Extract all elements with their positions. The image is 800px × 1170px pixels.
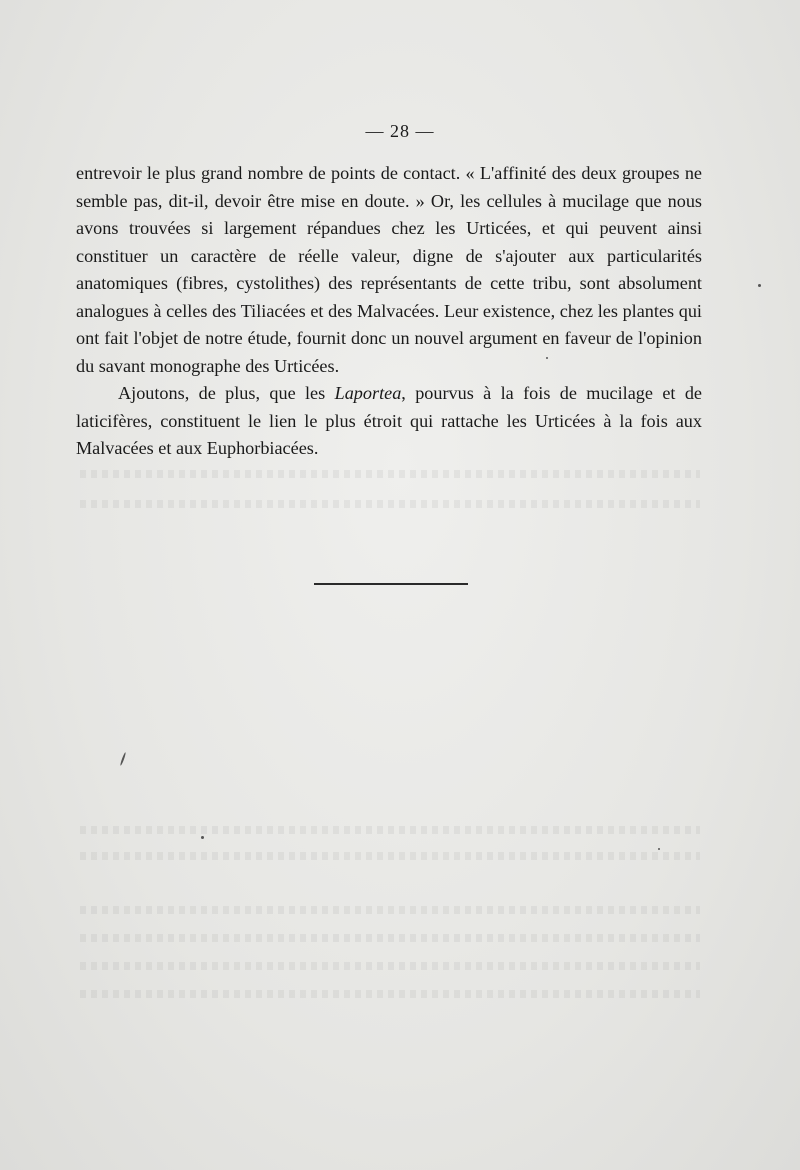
section-end-rule bbox=[314, 583, 468, 585]
bleed-through-mark bbox=[80, 962, 700, 970]
bleed-through-mark bbox=[80, 852, 700, 860]
paragraph bbox=[76, 380, 702, 463]
ink-speck bbox=[546, 357, 548, 359]
text-run: entrevoir le plus grand nombre de points de contact. « L'affinité des deux groupes ne semble pas, dit-il, devoir être mise en doute. » Or, les cellules à mucilage que nous avons trouvées si largement répandues chez les Urticées, et qui peuvent ainsi constituer un caractère de réelle valeur, digne de s'ajouter aux particularités anatomiques (fibres, cystolithes) des représentants de cette tribu, sont absolument analogues à celles des Tiliacées et des Malvacées. Leur existence, chez les plantes qui ont fait l'objet de notre étude, fournit donc un nouvel argument en faveur de l'opinion du savant monographe des Urticées. bbox=[76, 163, 702, 376]
ink-speck bbox=[120, 752, 127, 766]
bleed-through-mark bbox=[80, 990, 700, 998]
ink-speck bbox=[201, 836, 204, 839]
italic-term: Laportea bbox=[334, 383, 402, 403]
bleed-through-mark bbox=[80, 470, 700, 478]
ink-speck bbox=[658, 848, 660, 850]
bleed-through-mark bbox=[80, 934, 700, 942]
page-number: — 28 — bbox=[365, 121, 435, 141]
text-run: Ajoutons, de plus, que les bbox=[118, 383, 335, 403]
paragraph bbox=[76, 160, 702, 380]
bleed-through-mark bbox=[80, 500, 700, 508]
body-text bbox=[76, 160, 702, 463]
text-run: , pourvus à la fois de mucilage et de laticifères, constituent le lien le plus étroit qui rattache les Urticées à la fois aux Malvacées et aux Euphorbiacées. bbox=[76, 383, 702, 458]
bleed-through-mark bbox=[80, 826, 700, 834]
bleed-through-mark bbox=[80, 906, 700, 914]
ink-speck bbox=[758, 284, 761, 287]
